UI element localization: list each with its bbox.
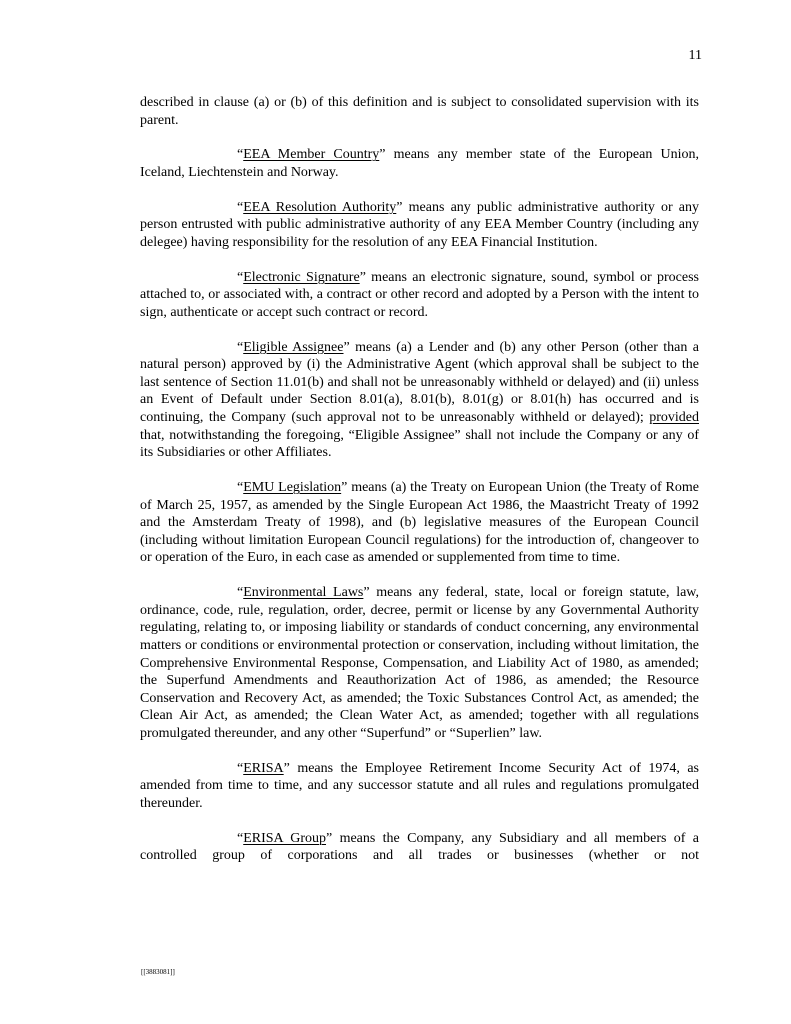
open-quote: “: [237, 339, 244, 355]
definition-eea-member-country: [140, 146, 699, 181]
defined-term: ERISA Group: [243, 830, 327, 846]
defined-term: Eligible Assignee: [243, 339, 344, 355]
open-quote: “: [237, 147, 244, 163]
paragraph-continuation: [140, 94, 699, 129]
defined-term: EEA Resolution Authority: [243, 199, 397, 215]
page-number: 11: [688, 48, 702, 63]
definition-text: ” means any federal, state, local or foreign statute, law, ordinance, code, rule, regulation, order, decree, permit or license by any Governmental Authority regulating, relating to, or imposing liability or standards of conduct concerning, any environmental matters or conditions or environmental protection or conservation, including without limitation, the Comprehensive Environmental Response, Compensation, and Liability Act of 1980, as amended; the Superfund Amendments and Reauthorization Act of 1986, as amended; the Resource Conservation and Recovery Act, as amended; the Toxic Substances Control Act, as amended; the Clean Air Act, as amended; the Clean Water Act, as amended; together with all regulations promulgated thereunder, and any other “Superfund” or “Superlien” law.: [140, 585, 699, 741]
definition-emu-legislation: [140, 479, 699, 567]
definition-electronic-signature: [140, 269, 699, 322]
definition-text: ” means the Employee Retirement Income Security Act of 1974, as amended from time to time, and any successor statute and all rules and regulations promulgated thereunder.: [140, 760, 699, 811]
document-id-footer: [[3883081]]: [141, 968, 175, 976]
defined-term: EEA Member Country: [243, 147, 380, 163]
definition-text: ” means the Company, any Subsidiary and all members of a controlled group of corporations and all trades or businesses (whether or not: [140, 830, 700, 864]
definition-text: ” means an electronic signature, sound, symbol or process attached to, or associated with, a contract or other record and adopted by a Person with the intent to sign, authenticate or accept such contract or record.: [140, 269, 699, 320]
definition-erisa-group: [140, 830, 699, 865]
definition-environmental-laws: [140, 584, 699, 742]
defined-term: Electronic Signature: [243, 269, 360, 285]
open-quote: “: [237, 199, 244, 215]
definition-text: ” means any public administrative authority or any person entrusted with public administrative authority of any EEA Member Country (including any delegee) having responsibility for the resolution of any EEA Financial Institution.: [140, 199, 700, 250]
definition-text: ” means (a) the Treaty on European Union (the Treaty of Rome of March 25, 1957, as amended by the Single European Act 1986, the Maastricht Treaty of 1992 and the Amsterdam Treaty of 1998), and (b) legislative measures of the European Council (including without limitation European Council regulations) for the introduction of, changeover to or operation of the Euro, in each case as amended or supplemented from time to time.: [140, 480, 699, 566]
paragraph-text: described in clause (a) or (b) of this definition and is subject to consolidated supervision with its parent.: [140, 95, 699, 128]
defined-term: ERISA: [243, 760, 284, 776]
open-quote: “: [237, 269, 244, 285]
open-quote: “: [237, 830, 244, 846]
defined-term: Environmental Laws: [243, 585, 364, 601]
definition-text: ” means any member state of the European Union, Iceland, Liechtenstein and Norway.: [140, 147, 700, 180]
defined-term-provided: provided: [649, 410, 699, 426]
definition-text-continued: that, notwithstanding the foregoing, “Eligible Assignee” shall not include the Company or any of its Subsidiaries or other Affiliates.: [140, 427, 699, 461]
document-body: [140, 94, 699, 865]
definition-erisa: [140, 760, 699, 813]
definition-eligible-assignee: [140, 339, 699, 462]
open-quote: “: [237, 480, 244, 496]
open-quote: “: [237, 760, 244, 776]
definition-text: ” means (a) a Lender and (b) any other Person (other than a natural person) approved by (i) the Administrative Agent (which approval shall be subject to the last sentence of Section 11.01(b) and shall not be unreasonably withheld or delayed) and (ii) unless an Event of Default under Section 8.01(a), 8.01(b), 8.01(g) or 8.01(h) has occurred and is continuing, the Company (such approval not to be unreasonably withheld or delayed);: [140, 339, 699, 426]
open-quote: “: [237, 585, 244, 601]
definition-eea-resolution-authority: [140, 199, 699, 252]
defined-term: EMU Legislation: [243, 480, 342, 496]
